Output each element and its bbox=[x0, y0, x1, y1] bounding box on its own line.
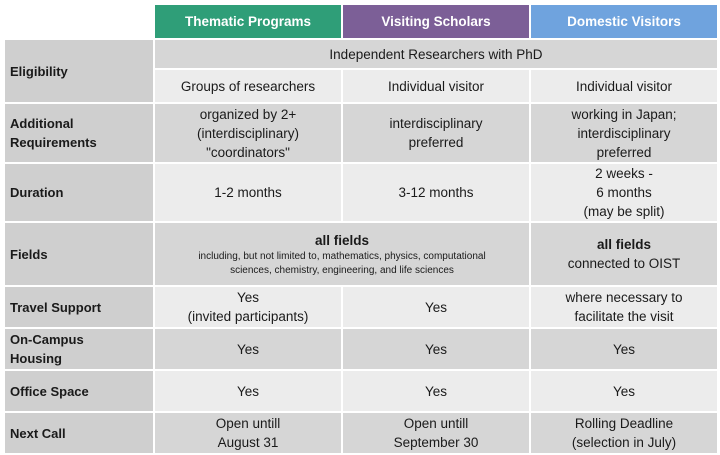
col-header-thematic-programs: Thematic Programs bbox=[155, 5, 341, 38]
additional-thematic bbox=[155, 104, 341, 162]
office-domestic: Yes bbox=[531, 371, 717, 411]
cell-line: preferred bbox=[596, 144, 652, 160]
cell-line: interdisciplinary bbox=[577, 125, 671, 141]
cell-line: organized by 2+ bbox=[199, 106, 297, 122]
fields-detail-line: sciences, chemistry, engineering, and life sciences bbox=[230, 264, 454, 276]
row-office-space bbox=[5, 371, 717, 411]
additional-scholars bbox=[343, 104, 529, 162]
row-eligibility bbox=[5, 40, 717, 68]
cell-line: August 31 bbox=[217, 435, 279, 450]
fields-domestic-detail: connected to OIST bbox=[567, 256, 681, 271]
row-label-line: Additional bbox=[10, 116, 74, 131]
fields-domestic-title: all fields bbox=[596, 237, 652, 252]
row-label-line: Housing bbox=[10, 351, 62, 366]
row-on-campus-housing bbox=[5, 329, 717, 369]
cell-line: (may be split) bbox=[583, 204, 665, 219]
program-comparison-table bbox=[3, 3, 719, 455]
cell-line: (interdisciplinary) bbox=[196, 125, 300, 141]
fields-domestic bbox=[531, 223, 717, 285]
col-header-visiting-scholars: Visiting Scholars bbox=[343, 5, 529, 38]
row-next-call bbox=[5, 413, 717, 453]
cell-line: 6 months bbox=[596, 185, 652, 200]
row-label-travel-support: Travel Support bbox=[5, 287, 153, 327]
cell-line: facilitate the visit bbox=[574, 309, 674, 324]
office-scholars: Yes bbox=[343, 371, 529, 411]
row-label-additional-requirements bbox=[5, 104, 153, 162]
row-label-line: On-Campus bbox=[10, 332, 84, 347]
col-header-domestic-visitors: Domestic Visitors bbox=[531, 5, 717, 38]
cell-line: September 30 bbox=[393, 435, 479, 450]
row-label-line: Requirements bbox=[10, 135, 97, 150]
fields-title: all fields bbox=[314, 232, 370, 248]
eligibility-thematic: Groups of researchers bbox=[155, 70, 341, 102]
row-travel-support bbox=[5, 287, 717, 327]
header-corner bbox=[5, 5, 153, 38]
row-label-on-campus-housing bbox=[5, 329, 153, 369]
eligibility-scholars: Individual visitor bbox=[343, 70, 529, 102]
travel-domestic bbox=[531, 287, 717, 327]
row-fields bbox=[5, 223, 717, 285]
cell-line: Yes bbox=[236, 290, 260, 305]
cell-line: Rolling Deadline bbox=[574, 416, 674, 431]
nextcall-domestic bbox=[531, 413, 717, 453]
header-row bbox=[5, 5, 717, 38]
row-duration bbox=[5, 164, 717, 221]
travel-thematic bbox=[155, 287, 341, 327]
nextcall-scholars bbox=[343, 413, 529, 453]
row-label-office-space: Office Space bbox=[5, 371, 153, 411]
travel-scholars: Yes bbox=[343, 287, 529, 327]
nextcall-thematic bbox=[155, 413, 341, 453]
duration-thematic: 1-2 months bbox=[155, 164, 341, 221]
eligibility-domestic: Individual visitor bbox=[531, 70, 717, 102]
row-label-fields: Fields bbox=[5, 223, 153, 285]
cell-line: (selection in July) bbox=[571, 435, 677, 450]
cell-line: (invited participants) bbox=[187, 309, 309, 324]
housing-scholars: Yes bbox=[343, 329, 529, 369]
row-additional-requirements bbox=[5, 104, 717, 162]
cell-line: interdisciplinary bbox=[389, 116, 483, 131]
fields-detail-line: including, but not limited to, mathematics, physics, computational bbox=[198, 250, 486, 262]
cell-line: "coordinators" bbox=[206, 144, 290, 160]
duration-scholars: 3-12 months bbox=[343, 164, 529, 221]
housing-thematic: Yes bbox=[155, 329, 341, 369]
fields-span-cell bbox=[155, 223, 529, 285]
additional-domestic bbox=[531, 104, 717, 162]
cell-line: Open untill bbox=[403, 416, 469, 431]
row-label-next-call: Next Call bbox=[5, 413, 153, 453]
cell-line: where necessary to bbox=[565, 290, 683, 305]
row-label-eligibility: Eligibility bbox=[5, 40, 153, 102]
housing-domestic: Yes bbox=[531, 329, 717, 369]
cell-line: preferred bbox=[408, 135, 464, 150]
duration-domestic bbox=[531, 164, 717, 221]
cell-line: 2 weeks - bbox=[595, 166, 653, 181]
cell-line: Open untill bbox=[215, 416, 281, 431]
cell-line: working in Japan; bbox=[571, 106, 677, 122]
office-thematic: Yes bbox=[155, 371, 341, 411]
eligibility-span-cell: Independent Researchers with PhD bbox=[155, 40, 717, 68]
row-label-duration: Duration bbox=[5, 164, 153, 221]
